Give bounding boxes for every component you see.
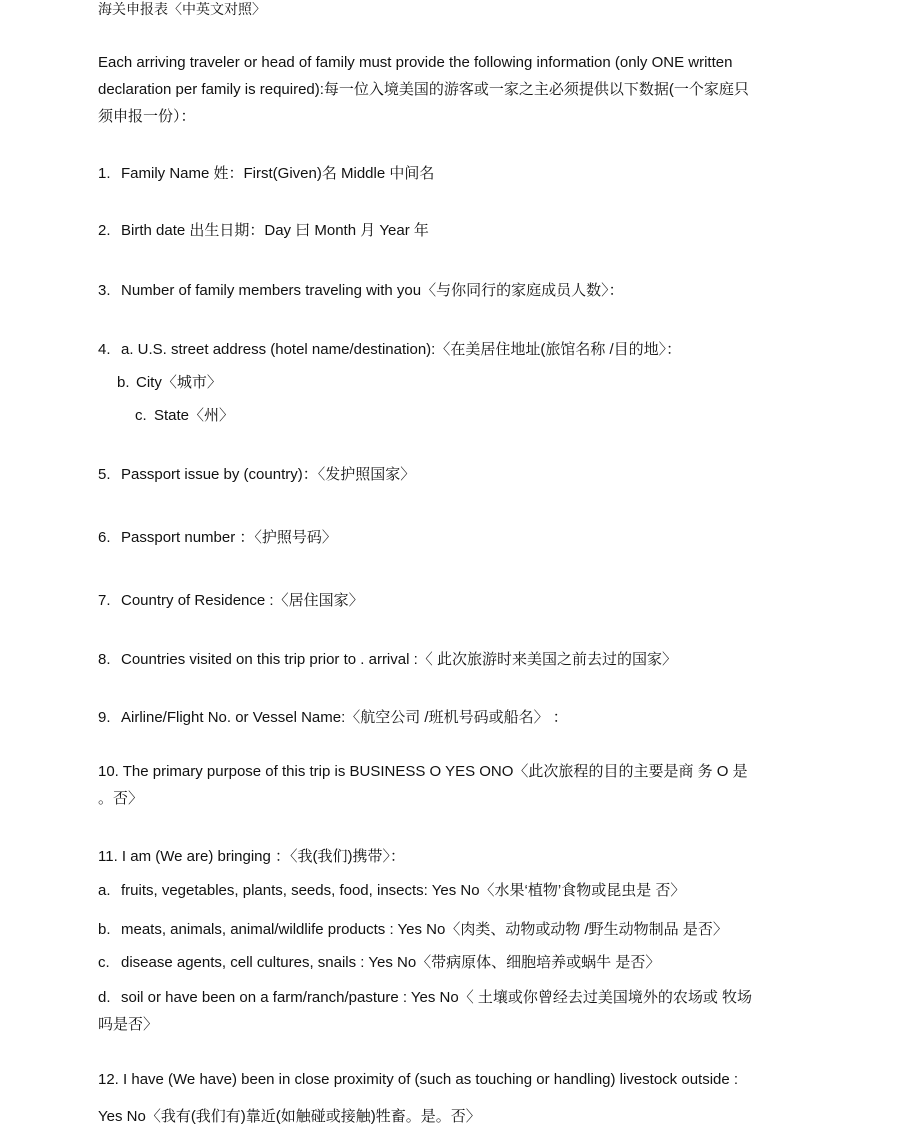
item-countries-visited bbox=[98, 650, 677, 670]
intro-line-2: declaration per family is required):每一位入境美国的游客或一家之主必须提供以下数据(一个家庭只 bbox=[98, 81, 749, 98]
item-livestock-line-1: 12. I have (We have) been in close proximity of (such as touching or handling) livestock outside : bbox=[98, 1071, 739, 1088]
item-text: disease agents, cell cultures, snails : Yes No〈带病原体、细胞培养或蜗牛 是否〉 bbox=[121, 954, 661, 971]
item-trip-purpose-line-2: 。否〉 bbox=[98, 790, 144, 807]
item-text: Airline/Flight No. or Vessel Name:〈航空公司 /班机号码或船名〉 ： bbox=[121, 709, 568, 726]
item-letter: a. bbox=[98, 882, 111, 899]
item-bringing-soil-line-1 bbox=[98, 988, 752, 1008]
item-text: soil or have been on a farm/ranch/pasture : Yes No〈 土壤或你曾经去过美国境外的农场或 牧场 bbox=[121, 989, 753, 1006]
item-text: State〈州〉 bbox=[154, 407, 235, 424]
item-bringing-soil-line-2: 吗是否〉 bbox=[98, 1016, 159, 1033]
item-bringing-heading: 11. I am (We are) bringing ：〈我(我们)携带〉： bbox=[98, 848, 406, 865]
item-passport-country bbox=[98, 465, 415, 485]
item-bringing-fruits bbox=[98, 881, 685, 901]
item-number: 7. bbox=[98, 592, 111, 609]
item-airline-flight bbox=[98, 708, 568, 728]
item-number: 9. bbox=[98, 709, 111, 726]
item-text: Number of family members traveling with you〈与你同行的家庭成员人数〉： bbox=[121, 282, 624, 299]
item-text: Family Name 姓：First(Given)名 Middle 中间名 bbox=[121, 165, 435, 182]
intro-line-1: Each arriving traveler or head of family must provide the following information (only ONE written bbox=[98, 54, 733, 71]
item-livestock-line-2: Yes No〈我有(我们有)靠近(如触碰或接触)牲畜。是。否〉 bbox=[98, 1108, 481, 1125]
item-letter: d. bbox=[98, 989, 111, 1006]
item-text: Country of Residence :〈居住国家〉 bbox=[121, 592, 364, 609]
item-trip-purpose-line-1: 10. The primary purpose of this trip is BUSINESS O YES ONO〈此次旅程的目的主要是商 务 O 是 bbox=[98, 763, 748, 780]
item-number: 3. bbox=[98, 282, 111, 299]
item-letter: b. bbox=[117, 374, 130, 391]
intro-line-3: 须申报一份）： bbox=[98, 108, 196, 125]
item-text: meats, animals, animal/wildlife products : Yes No〈肉类、动物或动物 /野生动物制品 是否〉 bbox=[121, 921, 728, 938]
item-text: Birth date 出生日期：Day 曰 Month 月 Year 年 bbox=[121, 222, 429, 239]
item-birth-date bbox=[98, 221, 429, 241]
item-text: Passport number ：〈护照号码〉 bbox=[121, 529, 337, 546]
item-number: 1. bbox=[98, 165, 111, 182]
page-title: 海关申报表〈中英文对照〉 bbox=[98, 2, 266, 18]
item-letter: c. bbox=[98, 954, 110, 971]
item-text: Countries visited on this trip prior to . arrival :〈 此次旅游时来美国之前去过的国家〉 bbox=[121, 651, 677, 668]
item-street-address bbox=[98, 340, 681, 360]
item-text: City〈城市〉 bbox=[136, 374, 222, 391]
item-number: 5. bbox=[98, 466, 111, 483]
item-state bbox=[135, 406, 234, 426]
item-number: 2. bbox=[98, 222, 111, 239]
item-country-of-residence bbox=[98, 591, 364, 611]
item-number: 8. bbox=[98, 651, 111, 668]
item-letter: c. bbox=[135, 407, 147, 424]
item-family-name bbox=[98, 164, 434, 184]
item-text: a. U.S. street address (hotel name/destination):〈在美居住地址(旅馆名称 /目的地〉： bbox=[121, 341, 682, 358]
item-letter: b. bbox=[98, 921, 111, 938]
item-city bbox=[117, 373, 222, 393]
item-text: Passport issue by (country)：〈发护照国家〉 bbox=[121, 466, 416, 483]
item-number: 4. bbox=[98, 341, 111, 358]
item-text: fruits, vegetables, plants, seeds, food, insects: Yes No〈水果‘植物’食物或昆虫是 否〉 bbox=[121, 882, 686, 899]
item-family-members bbox=[98, 281, 624, 301]
item-passport-number bbox=[98, 528, 337, 548]
item-bringing-disease-agents bbox=[98, 953, 660, 973]
item-number: 6. bbox=[98, 529, 111, 546]
item-bringing-meats bbox=[98, 920, 728, 940]
